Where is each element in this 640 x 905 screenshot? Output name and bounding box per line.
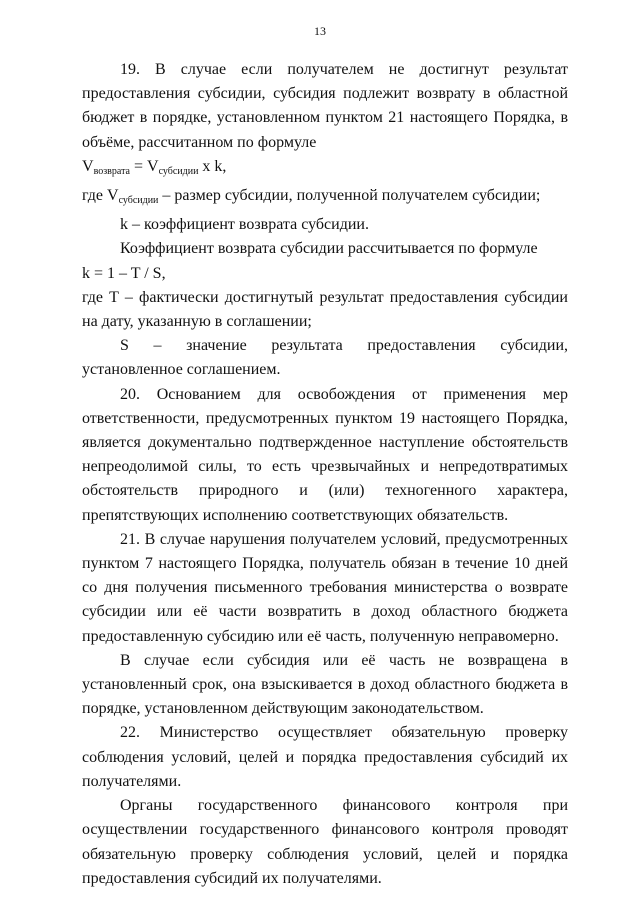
definition-v-prefix: где V xyxy=(82,187,119,205)
formula-v-refund-sub: возврата xyxy=(93,165,130,177)
document-body xyxy=(82,58,568,891)
coefficient-intro: Коэффициент возврата субсидии рассчитывается по формуле xyxy=(120,240,538,258)
paragraph-22: 22. Министерство осуществляет обязательную проверку соблюдения условий, целей и порядка предоставления субсидий их получателями. xyxy=(82,724,568,790)
formula-v-subsidy-sub: субсидии xyxy=(158,165,199,177)
page-number: 13 xyxy=(314,24,326,38)
paragraph-22-continued: Органы государственного финансового контроля при осуществлении государственного финансового контроля проводят обязательную проверку соблюдения условий, целей и порядка предоставления субсидий их получателями. xyxy=(82,797,568,887)
paragraph-21: 21. В случае нарушения получателем условий, предусмотренных пунктом 7 настоящего Порядка, получатель обязан в течение 10 дней со дня получения письменного требования министерства о возврате субсидии или её части возвратить в доход областного бюджета предоставленную субсидию или её часть, полученную неправомерно. xyxy=(82,530,568,645)
formula-times-k: x k, xyxy=(198,157,227,175)
definition-v-sub: субсидии xyxy=(118,195,159,207)
formula-v-refund: V xyxy=(82,157,94,175)
definition-v-subsidy xyxy=(82,184,568,213)
formula-refund xyxy=(82,155,568,184)
formula-equals-v: = V xyxy=(130,157,159,175)
paragraph-21-continued: В случае если субсидия или её часть не возвращена в установленный срок, она взыскивается в доход областного бюджета в порядке, установленном действующим законодательством. xyxy=(82,651,568,718)
paragraph-19: 19. В случае если получателем не достигнут результат предоставления субсидии, субсидия подлежит возврату в областной бюджет в порядке, установленном пунктом 21 настоящего Порядка, в объёме, рассчитанном по формуле xyxy=(82,61,568,151)
definition-v-text: – размер субсидии, полученной получателем субсидии; xyxy=(158,187,541,205)
definition-t: где T – фактически достигнутый результат предоставления субсидии на дату, указанную в соглашении; xyxy=(82,288,568,331)
paragraph-20: 20. Основанием для освобождения от применения мер ответственности, предусмотренных пунктом 19 настоящего Порядка, является документально подтвержденное наступление обстоятельств непреодолимой силы, то есть чрезвычайных и непредотвратимых обстоятельств природного и (или) техногенного характера, препятствующих исполнению соответствующих обязательств. xyxy=(82,385,568,524)
definition-s: S – значение результата предоставления субсидии, установленное соглашением. xyxy=(82,337,568,379)
definition-k: k – коэффициент возврата субсидии. xyxy=(120,216,369,234)
formula-coefficient: k = 1 – T / S, xyxy=(82,264,166,282)
